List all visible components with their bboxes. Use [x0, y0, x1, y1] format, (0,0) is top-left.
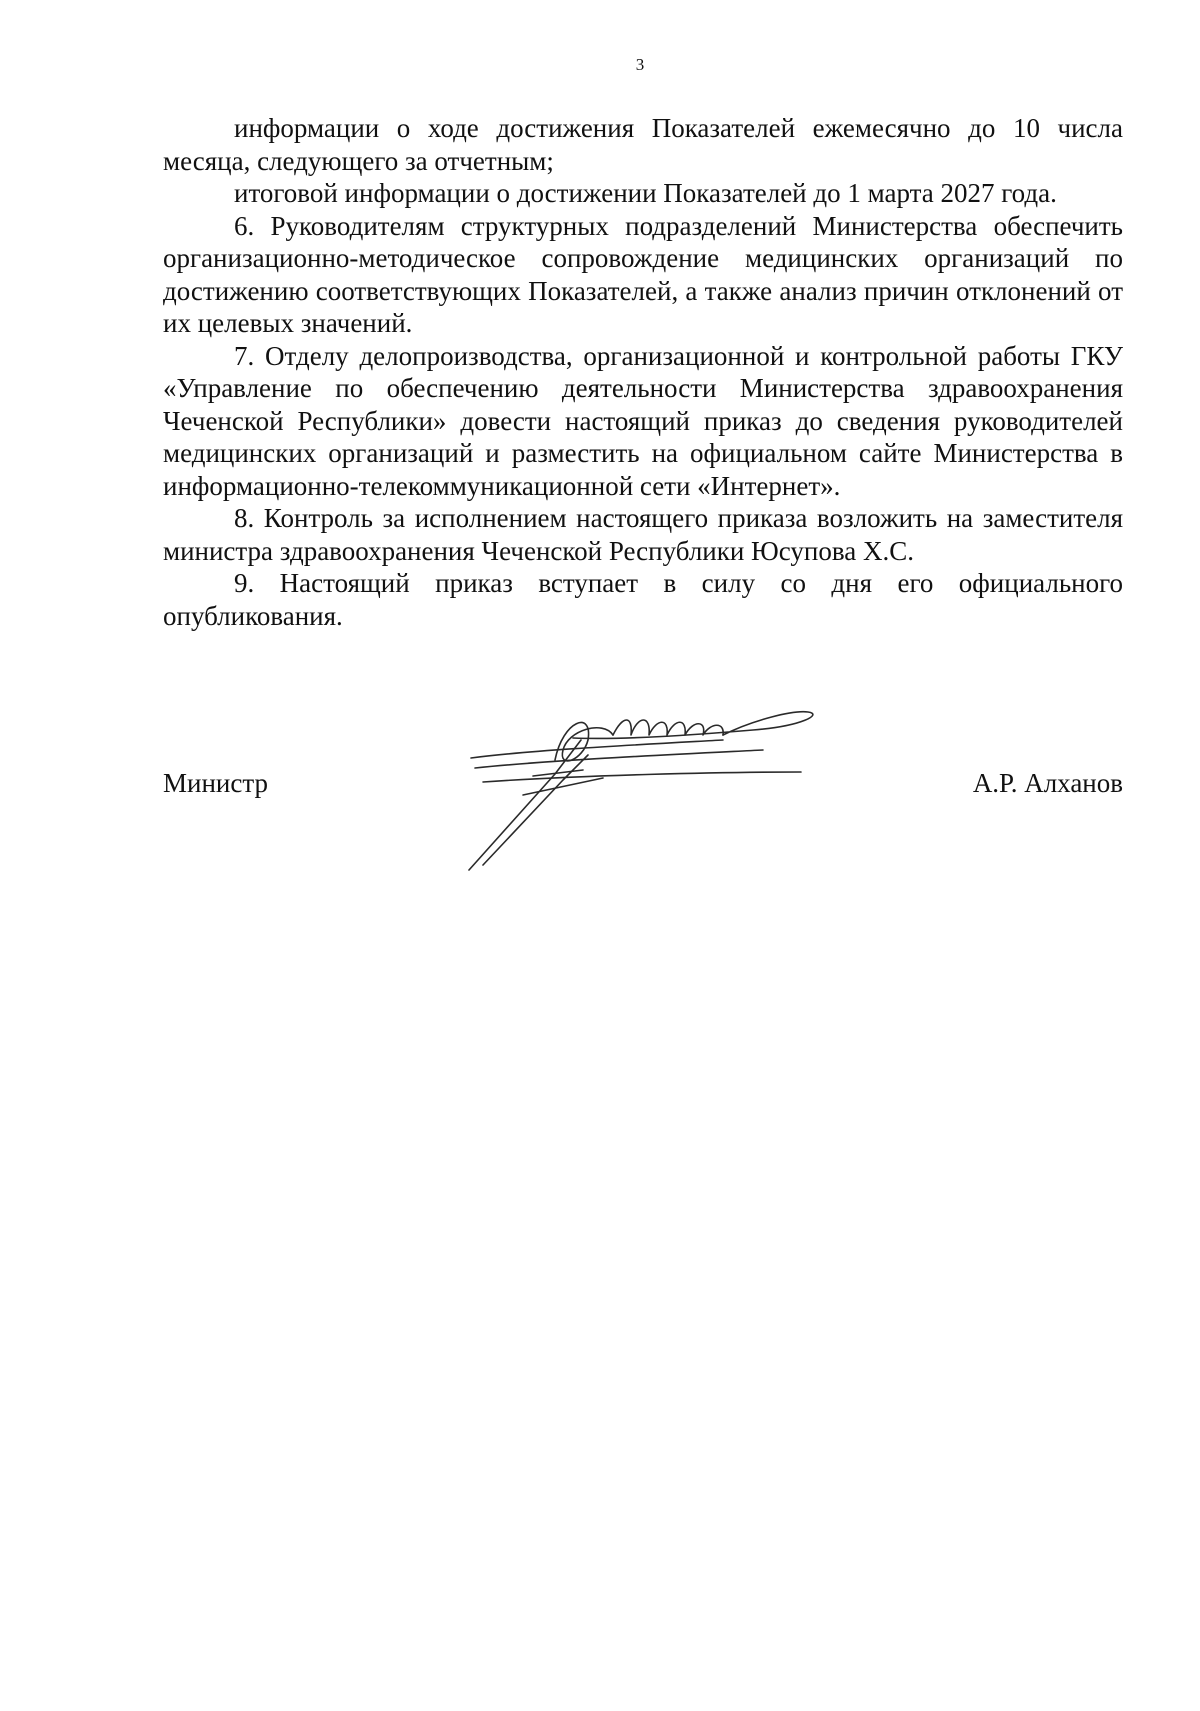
page-number: 3 [635, 55, 645, 74]
paragraph: 9. Настоящий приказ вступает в силу со дня его официального опубликования. [163, 568, 1123, 631]
paragraph: 7. Отделу делопроизводства, организационной и контрольной работы ГКУ «Управление по обеспечению деятельности Министерства здравоохранения Чеченской Республики» довести настоящий приказ до сведения руководителей медицинских организаций и разместить на официальном сайте Министерства в информационно-телекоммуникационной сети «Интернет». [163, 340, 1123, 501]
signature-block [163, 700, 1123, 900]
signatory-name: А.Р. Алханов [972, 768, 1123, 798]
paragraph: 8. Контроль за исполнением настоящего приказа возложить на заместителя министра здравоохранения Чеченской Республики Юсупова Х.С. [163, 503, 1123, 566]
paragraph: итоговой информации о достижении Показателей до 1 марта 2027 года. [234, 178, 1057, 208]
paragraph: 6. Руководителям структурных подразделений Министерства обеспечить организационно-методическое сопровождение медицинских организаций по достижению соответствующих Показателей, а также анализ причин отклонений от их целевых значений. [163, 210, 1123, 338]
paragraph: информации о ходе достижения Показателей ежемесячно до 10 числа месяца, следующего за отчетным; [163, 113, 1123, 176]
signatory-title: Министр [163, 768, 268, 798]
handwritten-signature [463, 700, 863, 880]
document-body [163, 112, 1123, 632]
